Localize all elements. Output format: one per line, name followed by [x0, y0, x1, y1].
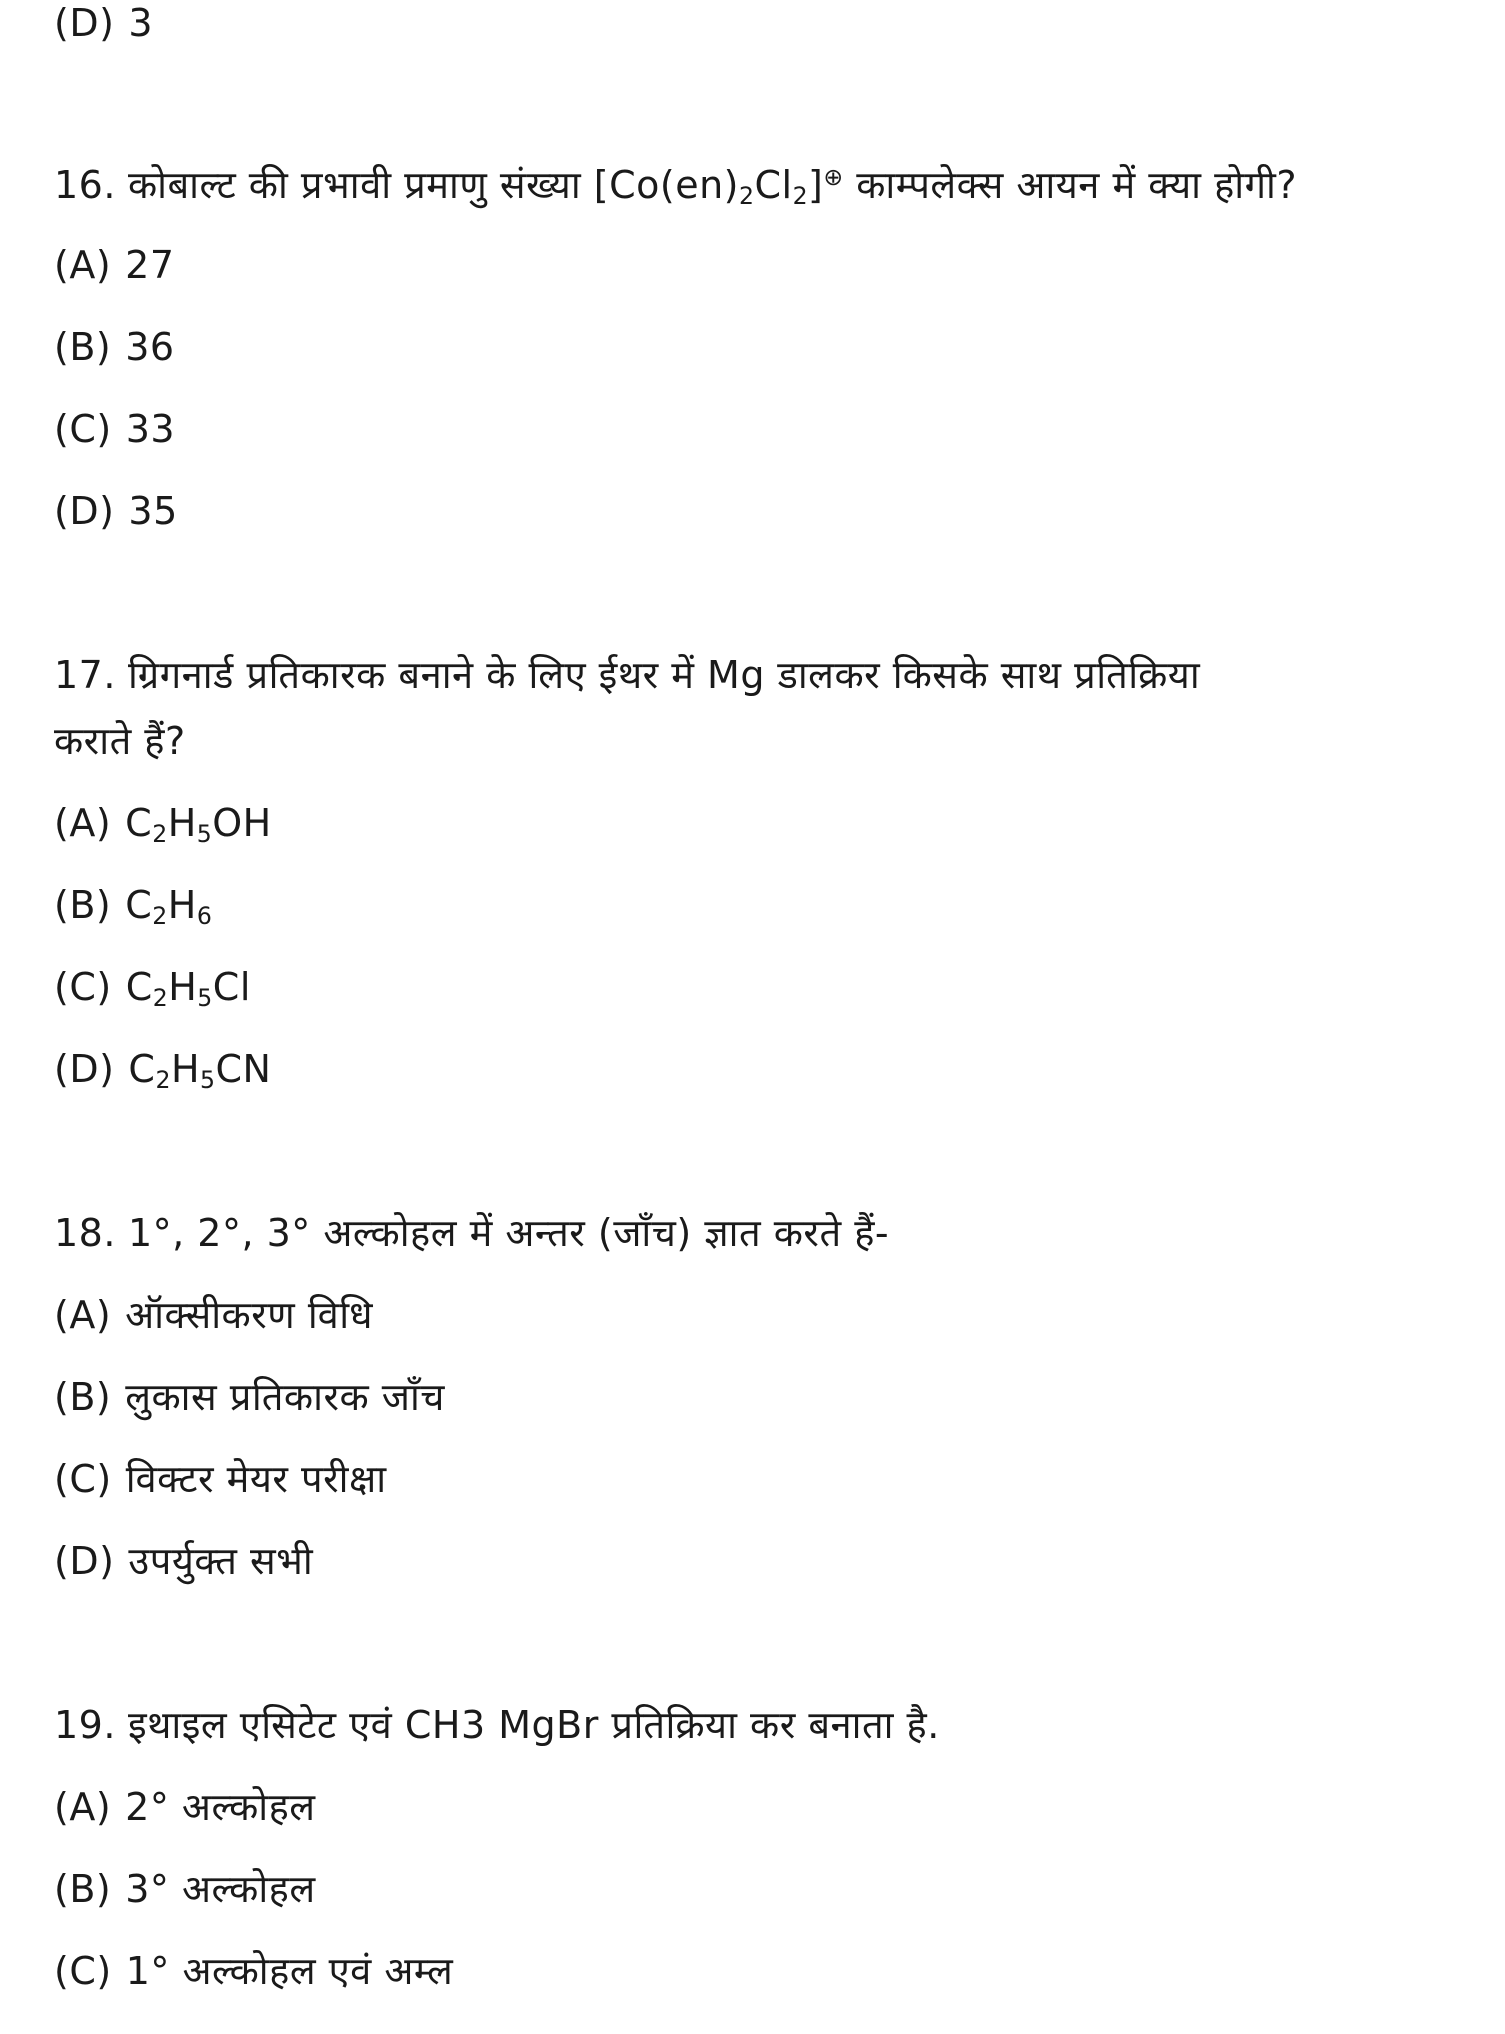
- option-text: 1° अल्कोहल एवं अम्ल: [125, 1949, 454, 1993]
- q19-option-b: [54, 1866, 316, 1912]
- option-text: 3° अल्कोहल: [125, 1867, 316, 1911]
- question-text-before: कोबाल्ट की प्रभावी प्रमाणु संख्या [Co(en): [127, 163, 739, 207]
- option-label: (C): [54, 1949, 112, 1993]
- formula-h: H: [170, 1047, 201, 1091]
- formula-c: C: [125, 801, 153, 845]
- option-label: (D): [54, 1, 115, 45]
- option-text: लुकास प्रतिकारक जाँच: [125, 1375, 445, 1419]
- subscript: 6: [196, 901, 213, 930]
- option-text: 33: [125, 407, 176, 451]
- subscript: 5: [197, 983, 213, 1012]
- formula-h: H: [167, 801, 197, 845]
- question-text-mid: Cl: [754, 163, 793, 207]
- formula-c: C: [125, 965, 153, 1009]
- option-label: (A): [54, 1785, 112, 1829]
- question-text: 1°, 2°, 3° अल्कोहल में अन्तर (जाँच) ज्ञात करते हैं-: [127, 1211, 890, 1255]
- question-number: 19.: [54, 1703, 116, 1747]
- q17-question-line-2: [54, 718, 186, 764]
- q18-question: [54, 1210, 889, 1256]
- option-label: (B): [54, 325, 112, 369]
- q16-option-d: [54, 488, 178, 534]
- option-text: 2° अल्कोहल: [125, 1785, 316, 1829]
- option-text: विक्टर मेयर परीक्षा: [125, 1457, 387, 1501]
- subscript: 2: [152, 901, 168, 930]
- formula-tail: Cl: [212, 965, 251, 1009]
- option-label: (C): [54, 965, 112, 1009]
- q19-question: [54, 1702, 940, 1748]
- q19-option-a: [54, 1784, 316, 1830]
- subscript: 2: [152, 819, 168, 848]
- q16-question: [54, 162, 1297, 208]
- q17-option-c: [54, 964, 251, 1010]
- subscript: 2: [792, 181, 809, 210]
- q17-option-a: [54, 800, 272, 846]
- option-label: (D): [54, 489, 115, 533]
- option-label: (A): [54, 1293, 112, 1337]
- formula-c: C: [128, 1047, 156, 1091]
- option-label: (C): [54, 1457, 112, 1501]
- option-text: उपर्युक्त सभी: [128, 1539, 314, 1583]
- formula-h: H: [168, 965, 198, 1009]
- q16-option-b: [54, 324, 175, 370]
- q17-option-d: [54, 1046, 271, 1092]
- option-text: 3: [128, 1, 154, 45]
- subscript: 2: [155, 1065, 171, 1094]
- subscript: 5: [200, 1065, 216, 1094]
- q16-option-a: [54, 242, 175, 288]
- subscript: 2: [152, 983, 169, 1012]
- question-text-close: ]: [808, 163, 824, 207]
- subscript: 2: [738, 181, 755, 210]
- option-text: 35: [128, 489, 178, 533]
- question-number: 17.: [54, 653, 116, 697]
- question-text-after: काम्पलेक्स आयन में क्या होगी?: [843, 163, 1297, 207]
- question-number: 18.: [54, 1211, 116, 1255]
- formula-tail: CN: [215, 1047, 272, 1091]
- q19-option-c: [54, 1948, 453, 1994]
- question-text: कराते हैं?: [54, 719, 186, 763]
- q18-option-d: [54, 1538, 313, 1584]
- option-label: (A): [54, 243, 112, 287]
- q16-option-c: [54, 406, 175, 452]
- formula-h: H: [167, 883, 197, 927]
- formula-c: C: [125, 883, 153, 927]
- option-label: (D): [54, 1539, 115, 1583]
- q18-option-a: [54, 1292, 373, 1338]
- option-text: 36: [125, 325, 175, 369]
- option-text: 27: [125, 243, 175, 287]
- option-text: ऑक्सीकरण विधि: [125, 1293, 374, 1337]
- question-text: ग्रिगनार्ड प्रतिकारक बनाने के लिए ईथर में Mg डालकर किसके साथ प्रतिक्रिया: [127, 653, 1201, 697]
- question-number: 16.: [54, 163, 116, 207]
- formula-tail: OH: [212, 801, 272, 845]
- q17-option-b: [54, 882, 212, 928]
- q17-question-line-1: [54, 652, 1200, 698]
- option-label: (D): [54, 1047, 115, 1091]
- q18-option-b: [54, 1374, 445, 1420]
- option-label: (A): [54, 801, 112, 845]
- question-text: इथाइल एसिटेट एवं CH3 MgBr प्रतिक्रिया कर बनाता है.: [127, 1703, 940, 1747]
- option-label: (B): [54, 1375, 112, 1419]
- subscript: 5: [196, 819, 213, 848]
- option-label: (B): [54, 1867, 112, 1911]
- option-label: (B): [54, 883, 112, 927]
- q15-option-d: [54, 0, 153, 46]
- charge-symbol: ⊕: [823, 163, 844, 192]
- option-label: (C): [54, 407, 112, 451]
- q18-option-c: [54, 1456, 387, 1502]
